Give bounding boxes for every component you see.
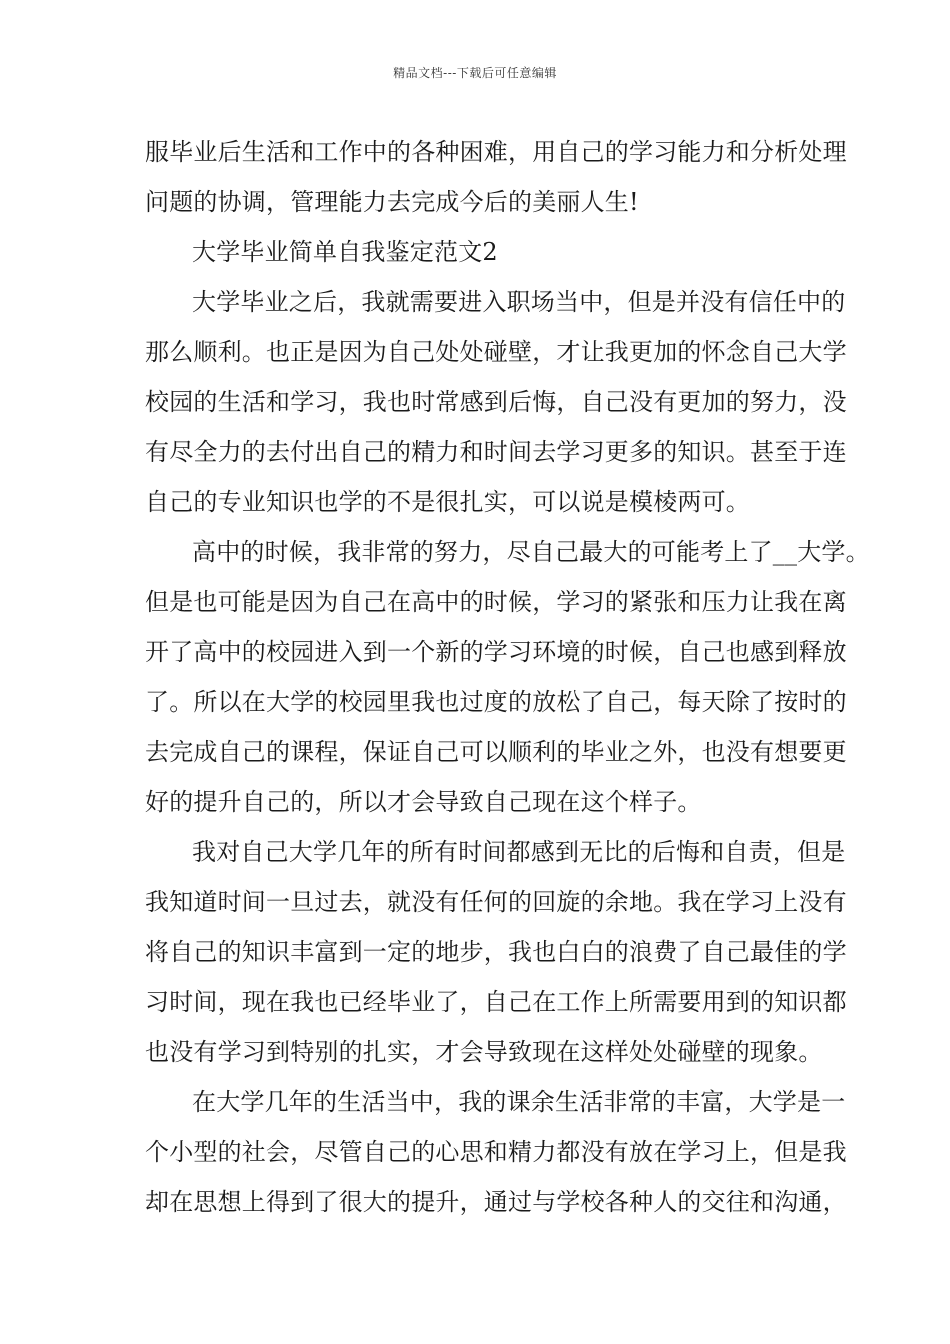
paragraph-start: 我对自己大学几年的所有时间都感到无比的后悔和自责，但是 (192, 838, 846, 866)
text-line: 好的提升自己的，所以才会导致自己现在这个样子。 (145, 788, 702, 816)
text-line: 那么顺利。也正是因为自己处处碰壁，才让我更加的怀念自己大学 (145, 338, 847, 366)
text-line: 去完成自己的课程，保证自己可以顺利的毕业之外，也没有想要更 (145, 738, 847, 766)
text-line: 个小型的社会，尽管自己的心思和精力都没有放在学习上，但是我 (145, 1138, 847, 1166)
text-line: 将自己的知识丰富到一定的地步，我也白白的浪费了自己最佳的学 (145, 938, 847, 966)
text-line: 却在思想上得到了很大的提升，通过与学校各种人的交往和沟通， (145, 1188, 847, 1216)
text-line: 服毕业后生活和工作中的各种困难，用自己的学习能力和分析处理 (145, 138, 847, 166)
text-line: 有尽全力的去付出自己的精力和时间去学习更多的知识。甚至于连 (145, 438, 847, 466)
page-header: 精品文档---下载后可任意编辑 (393, 66, 557, 80)
document-body (145, 130, 870, 1230)
paragraph-start: 大学毕业之后，我就需要进入职场当中，但是并没有信任中的 (192, 288, 846, 316)
text-line: 自己的专业知识也学的不是很扎实，可以说是模棱两可。 (145, 488, 750, 516)
text-line: 习时间，现在我也已经毕业了，自己在工作上所需要用到的知识都 (145, 988, 847, 1016)
text-line: 校园的生活和学习，我也时常感到后悔，自己没有更加的努力，没 (145, 388, 847, 416)
text-line: 了。所以在大学的校园里我也过度的放松了自己，每天除了按时的 (145, 688, 847, 716)
paragraph-start: 在大学几年的生活当中，我的课余生活非常的丰富，大学是一 (192, 1088, 846, 1116)
section-title: 大学毕业简单自我鉴定范文2 (192, 238, 498, 266)
text-line: 但是也可能是因为自己在高中的时候，学习的紧张和压力让我在离 (145, 588, 847, 616)
text-line: 也没有学习到特别的扎实，才会导致现在这样处处碰壁的现象。 (145, 1038, 823, 1066)
text-line: 问题的协调，管理能力去完成今后的美丽人生! (145, 188, 639, 216)
text-line: 我知道时间一旦过去，就没有任何的回旋的余地。我在学习上没有 (145, 888, 847, 916)
text-line: 开了高中的校园进入到一个新的学习环境的时候，自己也感到释放 (145, 638, 847, 666)
paragraph-start: 高中的时候，我非常的努力，尽自己最大的可能考上了__大学。 (192, 538, 870, 566)
